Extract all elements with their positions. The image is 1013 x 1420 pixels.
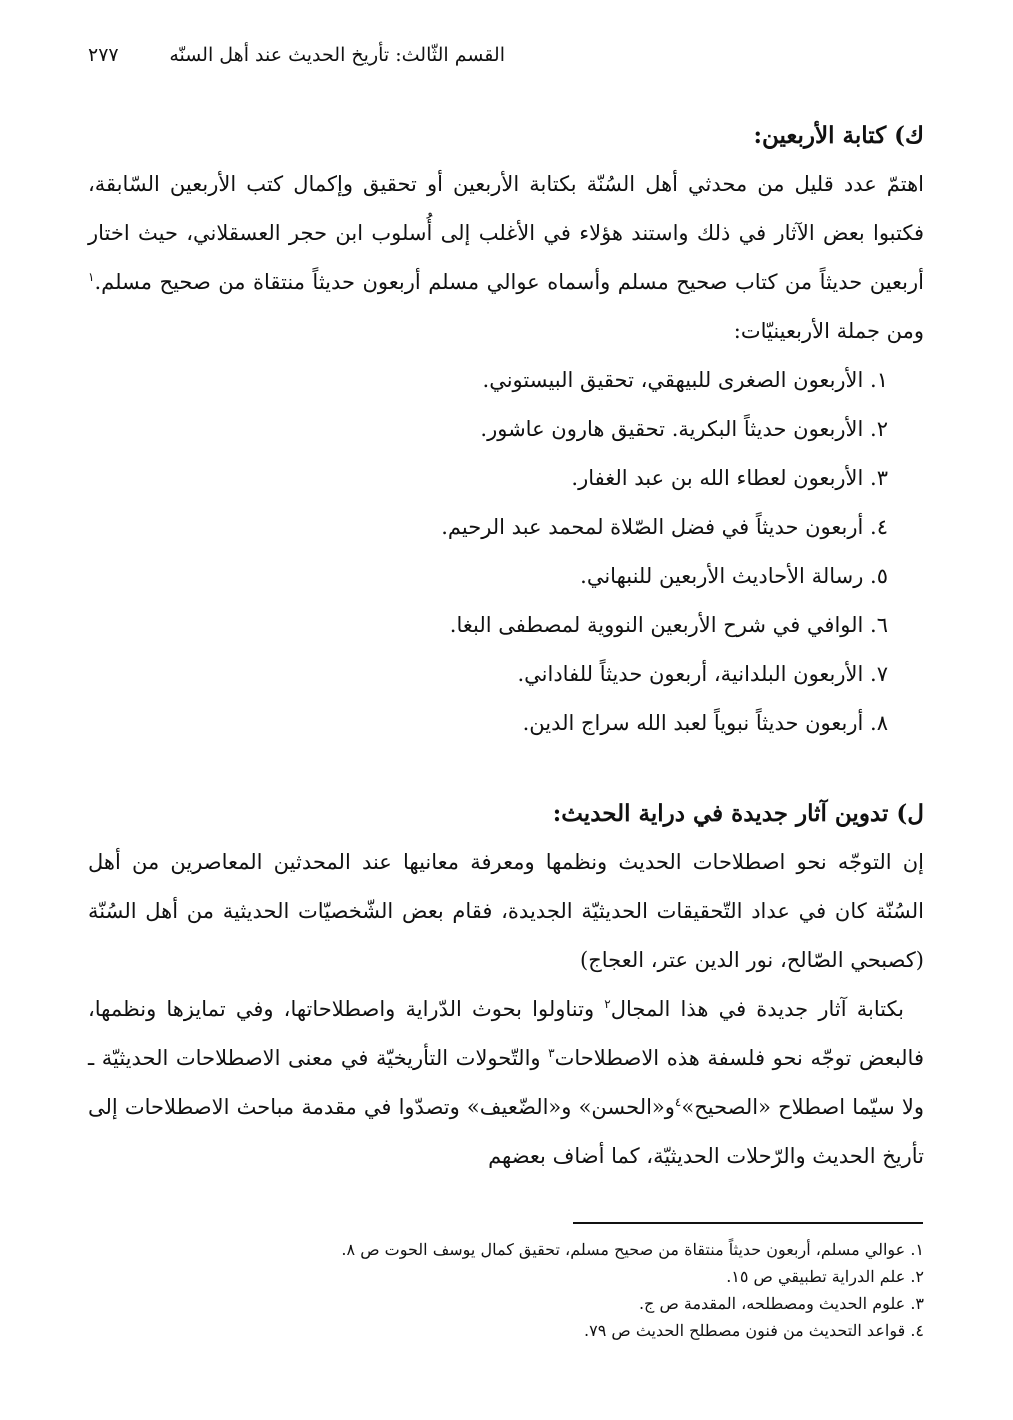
footnote-ref-3: ٣ (548, 1046, 555, 1060)
page-number: ٢٧٧ (88, 44, 119, 66)
running-header (88, 44, 505, 66)
list-item: ٥. رسالة الأحاديث الأربعين للنبهاني. (580, 564, 888, 588)
section-running-title: القسم الثّالث: تأريخ الحديث عند أهل السنّه (169, 44, 505, 66)
section-k-paragraph (88, 160, 924, 356)
footnote-ref-1: ١ (88, 270, 95, 284)
p2-part-d: و«الحسن» و«الضّعيف» وتصدّوا في مقدمة مباحث الاصطلاحات إلى تأريخ الحديث والرّحلات الحديثيّة، كما أضاف بعضهم (88, 1095, 924, 1168)
footnote-ref-2: ٢ (604, 997, 611, 1011)
list-item: ١. الأربعون الصغرى للبيهقي، تحقيق البيستوني. (482, 368, 888, 392)
section-k (88, 112, 924, 748)
list-item: ٧. الأربعون البلدانية، أربعون حديثاً للفاداني. (517, 662, 888, 686)
list-item: ٢. الأربعون حديثاً البكرية. تحقيق هارون عاشور. (480, 417, 888, 441)
footnote-divider (573, 1222, 923, 1224)
section-l-paragraph-1: إن التوجّه نحو اصطلاحات الحديث ونظمها ومعرفة معانيها عند المحدثين المعاصرين من أهل السُنّة كان في عداد التّحقيقات الحديثيّة الجديدة، فقام بعض الشّخصيّات الحديثية من أهل السُنّة (كصبحي الصّالح، نور الدين عتر، العجاج) (88, 850, 924, 972)
list-item: ٨. أربعون حديثاً نبوياً لعبد الله سراج الدين. (522, 711, 888, 735)
list-item: ٦. الوافي في شرح الأربعين النووية لمصطفى البغا. (449, 613, 888, 637)
footnote: ٢. علم الدراية تطبيقي ص ١٥. (726, 1267, 924, 1286)
footnote-ref-4: ٤ (674, 1095, 682, 1109)
footnote: ٣. علوم الحديث ومصطلحه، المقدمة ص ج. (638, 1294, 924, 1313)
p2-part-a: بكتابة آثار جديدة في هذا المجال (610, 997, 904, 1021)
arbaeen-list (88, 356, 924, 748)
list-item: ٣. الأربعون لعطاء الله بن عبد الغفار. (571, 466, 888, 490)
section-l-paragraph-2 (88, 985, 924, 1181)
list-item: ٤. أربعون حديثاً في فضل الصّلاة لمحمد عبد الرحيم. (441, 515, 888, 539)
section-l (88, 790, 924, 1181)
section-k-heading: ك) كتابة الأربعين: (753, 122, 924, 149)
footnotes (88, 1236, 924, 1344)
footnote: ١. عوالي مسلم، أربعون حديثاً منتقاة من صحيح مسلم، تحقيق كمال يوسف الحوت ص ٨. (341, 1240, 924, 1259)
p2-part-b: وتناولوا بحوث الدّراية واصطلاحاتها، وفي تمايزها ونظمها، فالبعض توجّه نحو فلسفة هذه الاصطلاحات (88, 997, 924, 1070)
p2-part-c: والتّحولات التأريخيّة في معنى الاصطلاحات الحديثيّة ـ ولا سيّما اصطلاح «الصحيح» (88, 1046, 924, 1119)
section-k-paragraph-tail: ومن جملة الأربعينيّات: (733, 319, 924, 343)
section-k-paragraph-text: اهتمّ عدد قليل من محدثي أهل السُنّة بكتابة الأربعين أو تحقيق وإكمال كتب الأربعين السّابقة، فكتبوا بعض الآثار في ذلك واستند هؤلاء في الأغلب إلى أُسلوب ابن حجر العسقلاني، حيث اختار أربعين حديثاً من كتاب صحيح مسلم وأسماه عوالي مسلم أربعون حديثاً منتقاة من صحيح مسلم. (88, 172, 924, 294)
section-l-heading: ل) تدوين آثار جديدة في دراية الحديث: (552, 800, 924, 827)
footnote: ٤. قواعد التحديث من فنون مصطلح الحديث ص ٧٩. (584, 1321, 924, 1340)
